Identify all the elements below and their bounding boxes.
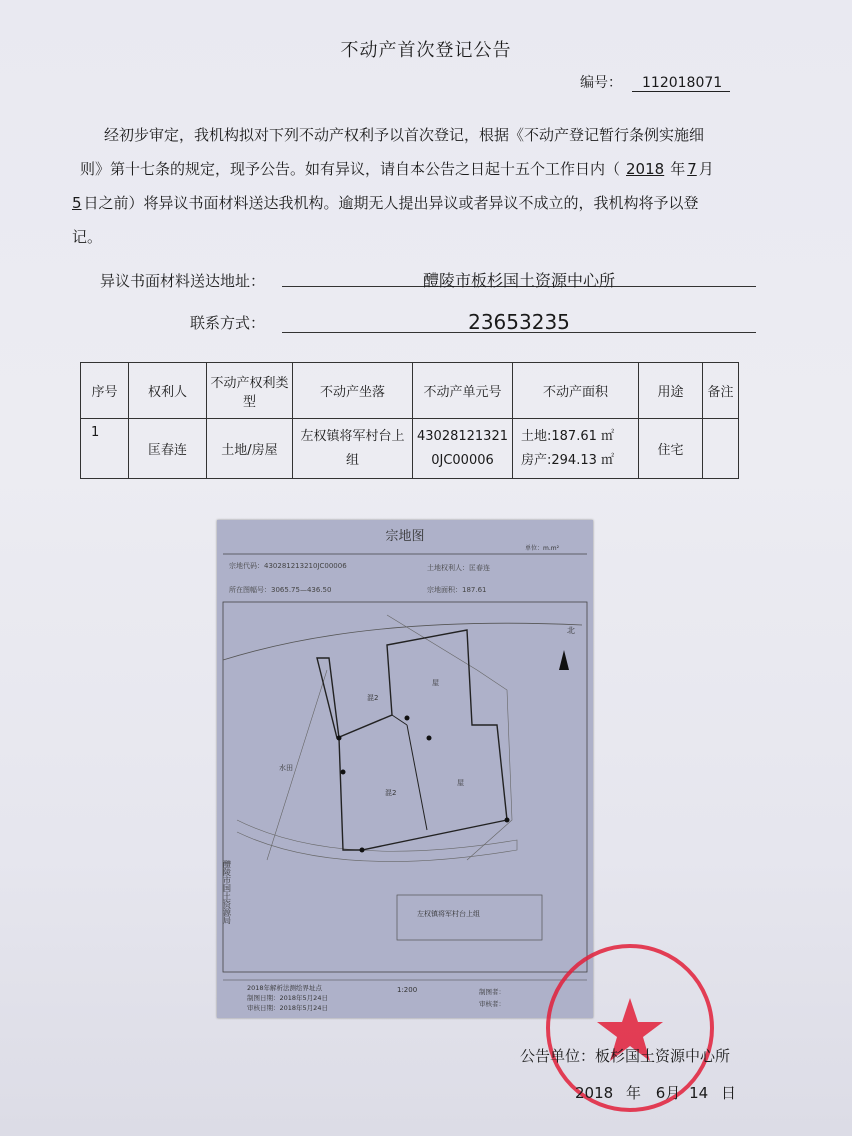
- boundary-point: [427, 736, 432, 741]
- header-remark: 备注: [703, 363, 739, 419]
- boundary-point: [341, 770, 346, 775]
- property-table: [80, 362, 739, 479]
- parcel-map: [217, 520, 593, 1018]
- paragraph-line-2: [80, 152, 714, 186]
- boundary-lines: [267, 615, 512, 860]
- internal-line: [407, 725, 427, 830]
- map-owner: 土地权利人：匡春连: [427, 564, 490, 572]
- cell-type: 土地/房屋: [207, 419, 293, 479]
- north-label: 北: [567, 626, 575, 635]
- issuer-label: 公告单位：: [520, 1047, 596, 1065]
- paragraph-text: 则》第十七条的规定，现予公告。如有异议，请自本公告之日起十五个工作日内（: [80, 160, 621, 178]
- cell-location: 左权镇将军村台上组: [293, 419, 413, 479]
- serial-value: 112018071: [632, 75, 730, 92]
- cell-area: [513, 419, 639, 479]
- header-owner: 权利人: [129, 363, 207, 419]
- header-unit-no: 不动产单元号: [413, 363, 513, 419]
- north-arrow-icon: [559, 650, 569, 670]
- deadline-day: 5: [72, 194, 82, 212]
- unit-no-line-2: 0JC00006: [431, 452, 494, 468]
- deadline-year: 2018: [626, 160, 665, 178]
- paragraph-line-1: 经初步审定，我机构拟对下列不动产权利予以首次登记，根据《不动产登记暂行条例实施细: [104, 126, 705, 144]
- month-char: 月: [698, 160, 714, 178]
- contact-label: 联系方式：: [190, 314, 266, 332]
- issuer-name: 板杉国土资源中心所: [595, 1047, 731, 1065]
- water-label: 水田: [279, 764, 293, 772]
- boundary-point: [337, 736, 342, 741]
- issuer: [520, 1045, 730, 1066]
- issue-month: 6: [655, 1084, 666, 1102]
- cell-no: 1: [81, 419, 129, 479]
- map-footer-1: 2018年解析法测绘界址点: [247, 984, 323, 992]
- map-side-text: 醴陵市国土资源局: [222, 860, 232, 924]
- cell-unit-no: [413, 419, 513, 479]
- building-label-1: 屋: [432, 679, 439, 687]
- boundary-point: [405, 716, 410, 721]
- map-frame: [223, 602, 587, 972]
- table-row: [81, 419, 739, 479]
- year-char: 年: [670, 160, 686, 178]
- contact-value: 23653235: [468, 310, 570, 334]
- area-land: 土地:187.61 ㎡: [521, 428, 614, 444]
- parcel-boundary: [317, 630, 507, 850]
- map-code: 宗地代码：430281213210JC00006: [229, 562, 347, 570]
- cell-use: 住宅: [639, 419, 703, 479]
- lot-label-b: 混2: [385, 789, 397, 797]
- cell-owner: 匡春连: [129, 419, 207, 479]
- paragraph-text: 日之前）将异议书面材料送达我机构。逾期无人提出异议或者异议不成立的，我机构将予以登: [83, 194, 699, 212]
- header-use: 用途: [639, 363, 703, 419]
- paragraph-line-3: [72, 186, 699, 220]
- header-no: 序号: [81, 363, 129, 419]
- header-type: 不动产权利类型: [207, 363, 293, 419]
- map-scale: 1:200: [397, 986, 418, 994]
- map-title: 宗地图: [385, 529, 425, 544]
- issue-year: 2018: [575, 1084, 614, 1102]
- serial-number: [580, 72, 730, 92]
- boundary-point: [360, 848, 365, 853]
- map-footer-r2: 审核者：: [479, 1000, 505, 1008]
- area-house: 房产:294.13 ㎡: [521, 452, 614, 468]
- header-area: 不动产面积: [513, 363, 639, 419]
- page-title: 不动产首次登记公告: [340, 40, 512, 61]
- cell-remark: [703, 419, 739, 479]
- map-unit: 单位：m.m²: [525, 545, 560, 552]
- address-label: 异议书面材料送达地址：: [100, 272, 266, 290]
- unit-no-line-1: 43028121321: [417, 428, 508, 444]
- issue-day: 14: [689, 1084, 709, 1102]
- building-label-2: 屋: [457, 779, 464, 787]
- internal-line: [392, 715, 407, 725]
- map-sheet: 所在图幅号：3065.75—436.50: [229, 586, 332, 594]
- map-footer-r1: 制图者：: [479, 988, 505, 996]
- table-header-row: [81, 363, 739, 419]
- boundary-point: [505, 818, 510, 823]
- address-value: 醴陵市板杉国土资源中心所: [422, 271, 615, 290]
- bottom-box-label: 左权镇将军村台上组: [417, 910, 480, 918]
- lot-label-a: 混2: [367, 694, 379, 702]
- issue-year-char: 年: [625, 1084, 641, 1102]
- issue-month-char: 月: [665, 1084, 681, 1102]
- serial-label: 编号：: [580, 75, 622, 91]
- issue-date: [575, 1082, 736, 1103]
- paragraph-line-4: 记。: [72, 228, 103, 246]
- issue-day-char: 日: [720, 1084, 736, 1102]
- deadline-month: 7: [687, 160, 697, 178]
- header-location: 不动产坐落: [293, 363, 413, 419]
- map-footer-3: 审核日期：2018年5月24日: [247, 1004, 328, 1012]
- map-area: 宗地面积：187.61: [427, 586, 487, 594]
- map-footer-2: 制图日期：2018年5月24日: [247, 994, 328, 1002]
